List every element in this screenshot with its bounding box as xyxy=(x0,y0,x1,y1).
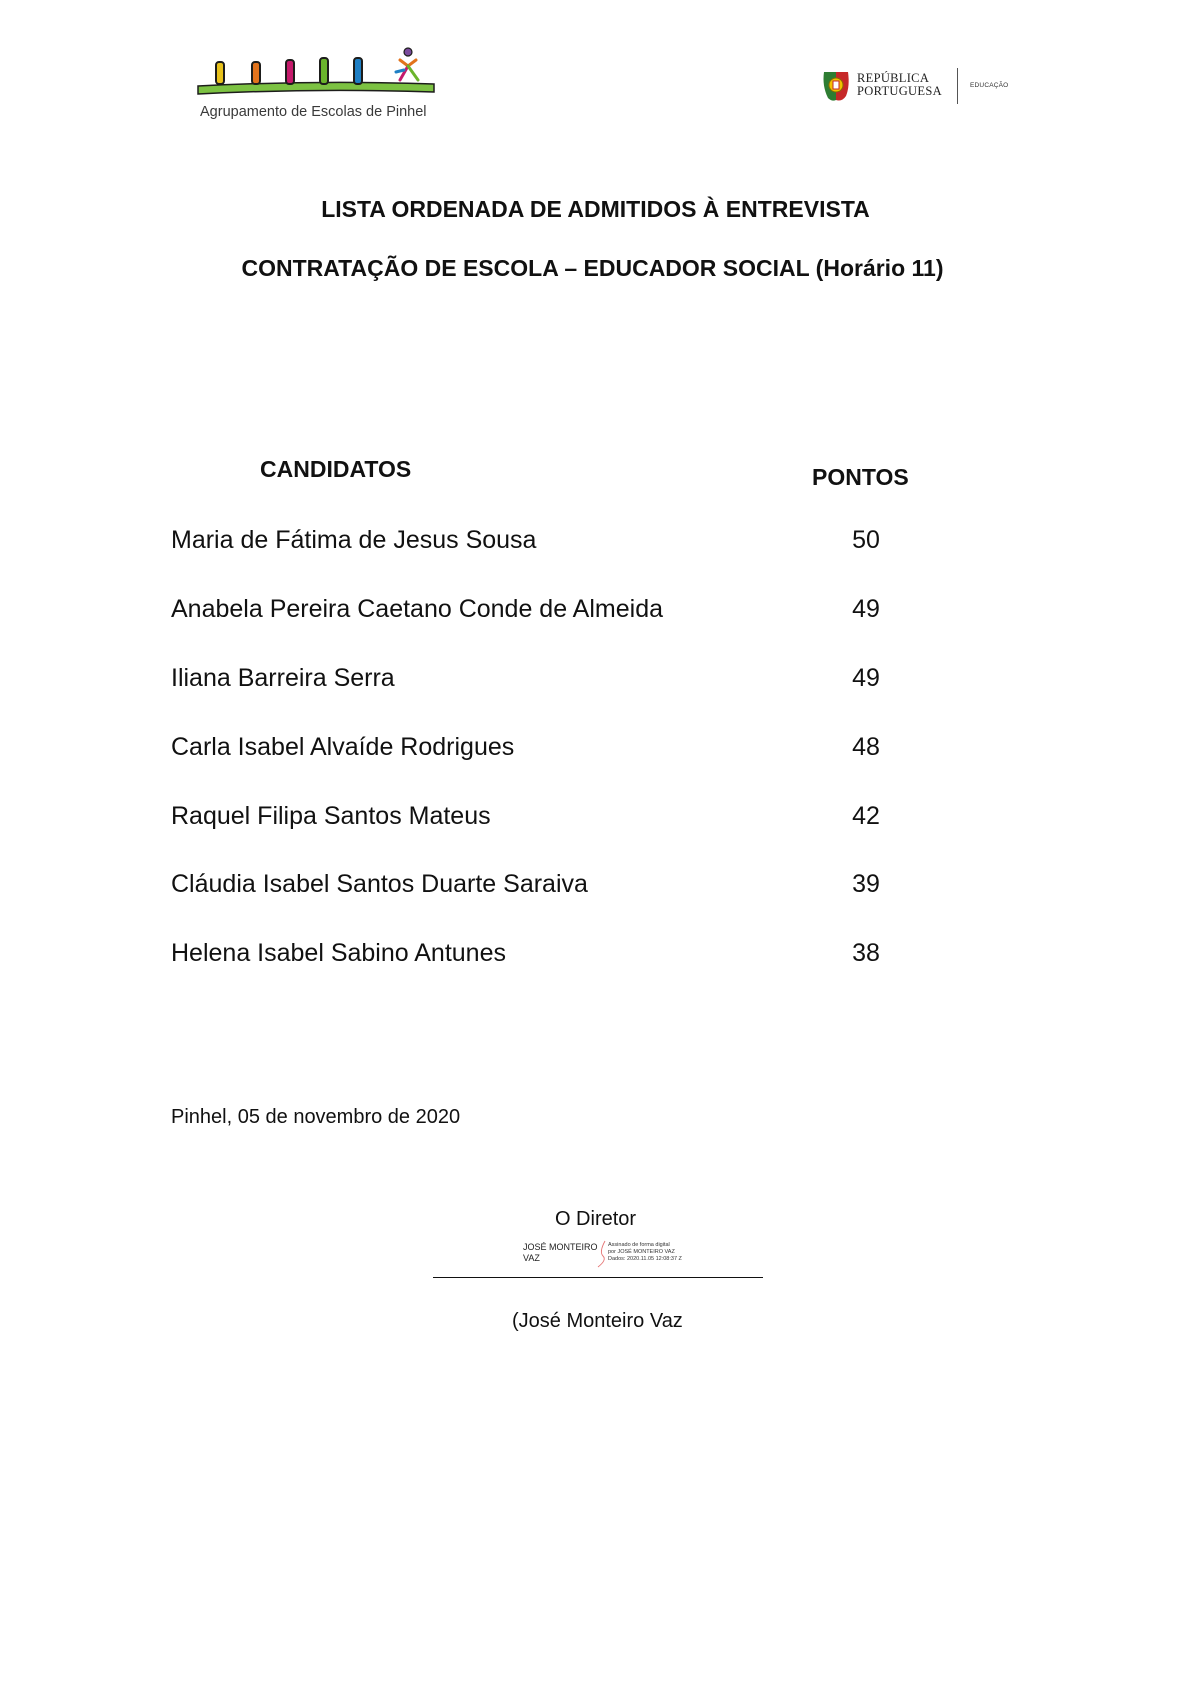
director-name: (José Monteiro Vaz xyxy=(512,1310,683,1332)
candidate-name: Maria de Fátima de Jesus Sousa xyxy=(171,526,537,554)
signature-details xyxy=(608,1242,718,1263)
candidate-row xyxy=(171,733,931,765)
candidate-name: Anabela Pereira Caetano Conde de Almeida xyxy=(171,595,664,623)
candidate-row xyxy=(171,939,931,971)
school-logo xyxy=(196,46,436,126)
candidate-name: Cláudia Isabel Santos Duarte Saraiva xyxy=(171,870,588,898)
signature-detail-2: por JOSÉ MONTEIRO VAZ xyxy=(608,1249,675,1255)
candidate-points: 49 xyxy=(852,595,880,623)
column-header-candidates: CANDIDATOS xyxy=(260,456,412,482)
candidate-row xyxy=(171,664,931,696)
candidate-row xyxy=(171,595,931,627)
signature-name-line-1: JOSÉ MONTEIRO xyxy=(523,1242,598,1252)
document-subtitle: CONTRATAÇÃO DE ESCOLA – EDUCADOR SOCIAL (Horário 11) xyxy=(241,255,944,281)
candidate-row xyxy=(171,870,931,902)
school-logo-graphic xyxy=(196,46,436,106)
candidate-name: Iliana Barreira Serra xyxy=(171,664,395,692)
candidate-name: Helena Isabel Sabino Antunes xyxy=(171,939,506,967)
ministry-label: EDUCAÇÃO xyxy=(970,82,1009,89)
candidate-points: 48 xyxy=(852,733,880,761)
candidate-points: 38 xyxy=(852,939,880,967)
republica-line-2: PORTUGUESA xyxy=(857,84,942,98)
school-name: Agrupamento de Escolas de Pinhel xyxy=(200,104,427,120)
signature-mark-icon xyxy=(595,1240,609,1268)
republica-line-1: REPÚBLICA xyxy=(857,71,930,85)
signature-line xyxy=(433,1277,763,1278)
signature-name xyxy=(523,1242,603,1264)
candidate-points: 42 xyxy=(852,802,880,830)
candidate-points: 50 xyxy=(852,526,880,554)
candidate-points: 49 xyxy=(852,664,880,692)
digital-signature xyxy=(520,1240,700,1270)
republica-text xyxy=(857,72,942,98)
document-title: LISTA ORDENADA DE ADMITIDOS À ENTREVISTA xyxy=(321,196,870,222)
candidate-name: Raquel Filipa Santos Mateus xyxy=(171,802,491,830)
candidate-row xyxy=(171,526,931,558)
column-header-points: PONTOS xyxy=(812,464,909,490)
candidate-points: 39 xyxy=(852,870,880,898)
logo-divider xyxy=(957,68,958,104)
director-title: O Diretor xyxy=(554,1208,637,1230)
republica-portuguesa-logo xyxy=(822,66,1022,110)
candidate-row xyxy=(171,802,931,834)
signature-name-line-2: VAZ xyxy=(523,1253,540,1263)
candidate-name: Carla Isabel Alvaíde Rodrigues xyxy=(171,733,515,761)
place-date: Pinhel, 05 de novembro de 2020 xyxy=(171,1106,461,1128)
coat-of-arms-icon xyxy=(822,68,850,104)
signature-detail-1: Assinado de forma digital xyxy=(608,1242,670,1248)
signature-detail-3: Dados: 2020.11.05 12:08:37 Z xyxy=(608,1256,682,1262)
